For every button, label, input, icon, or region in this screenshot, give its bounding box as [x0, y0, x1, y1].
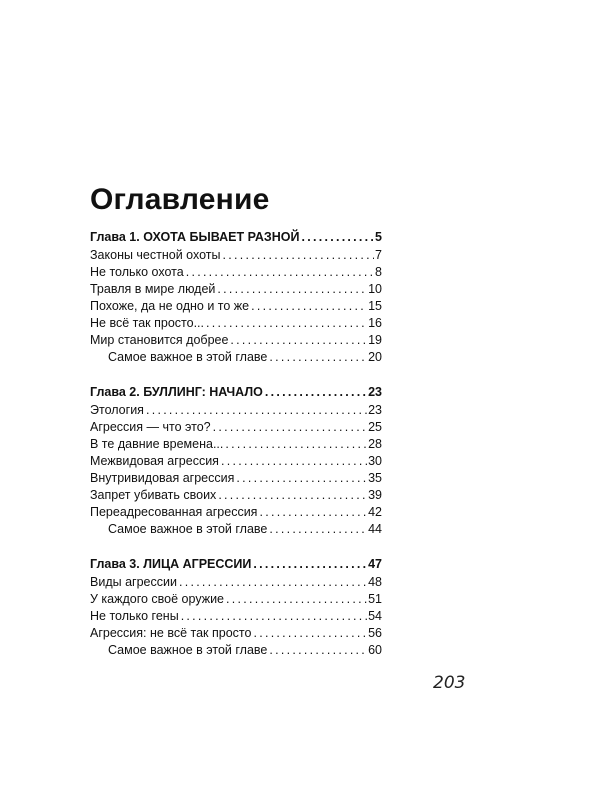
toc-entry	[90, 298, 382, 315]
dot-leader	[226, 591, 367, 608]
toc-entry-page: 20	[368, 350, 382, 364]
dot-leader	[253, 625, 367, 642]
toc-entry-page: 30	[368, 454, 382, 468]
dot-leader	[221, 453, 367, 470]
dot-leader	[186, 264, 374, 281]
dot-leader	[253, 556, 367, 573]
chapter-page-number: 5	[375, 230, 382, 244]
toc-entry	[90, 419, 382, 436]
chapter-heading: Глава 1. ОХОТА БЫВАЕТ РАЗНОЙ	[90, 230, 300, 244]
chapter-page-number: 47	[368, 557, 382, 571]
toc-entry	[90, 574, 382, 591]
toc-entry-page: 28	[368, 437, 382, 451]
dot-leader	[217, 281, 367, 298]
toc-entry	[90, 453, 382, 470]
toc-entry	[90, 487, 382, 504]
toc-entry	[90, 436, 382, 453]
toc-entry-label: Самое важное в этой главе	[108, 350, 268, 364]
dot-leader	[230, 332, 367, 349]
toc-entry-label: Законы честной охоты	[90, 248, 221, 262]
toc-entry-label: Не только гены	[90, 609, 179, 623]
chapter-block	[90, 229, 382, 366]
toc-entry-label: Запрет убивать своих	[90, 488, 217, 502]
toc-entry	[90, 470, 382, 487]
dot-leader	[251, 298, 367, 315]
toc-entry-summary	[90, 349, 382, 366]
toc-entry-label: Самое важное в этой главе	[108, 522, 268, 536]
toc-entry	[90, 247, 382, 264]
toc-entry-page: 7	[375, 248, 382, 262]
toc-entry-page: 35	[368, 471, 382, 485]
toc-entry-label: Самое важное в этой главе	[108, 643, 268, 657]
toc-entry-page: 16	[368, 316, 382, 330]
chapter-heading: Глава 2. БУЛЛИНГ: НАЧАЛО	[90, 385, 263, 399]
chapter-block	[90, 384, 382, 538]
toc-entry-label: Виды агрессии	[90, 575, 177, 589]
toc-entry-label: Агрессия: не всё так просто	[90, 626, 252, 640]
toc-entry	[90, 591, 382, 608]
toc-entry-label: Мир становится добрее	[90, 333, 229, 347]
toc-entry-label: Межвидовая агрессия	[90, 454, 219, 468]
table-of-contents	[90, 229, 382, 677]
dot-leader	[225, 436, 367, 453]
toc-entry-page: 10	[368, 282, 382, 296]
dot-leader	[259, 504, 367, 521]
toc-entry-page: 44	[368, 522, 382, 536]
toc-entry	[90, 608, 382, 625]
toc-entry	[90, 281, 382, 298]
page-number: 203	[433, 673, 466, 693]
dot-leader	[146, 402, 367, 419]
toc-entry-label: У каждого своё оружие	[90, 592, 225, 606]
dot-leader	[181, 608, 367, 625]
toc-entry	[90, 625, 382, 642]
toc-entry-label: Не всё так просто...	[90, 316, 204, 330]
toc-entry-label: Этология	[90, 403, 144, 417]
dot-leader	[265, 384, 367, 401]
toc-entry-page: 8	[375, 265, 382, 279]
dot-leader	[218, 487, 367, 504]
chapter-heading-row	[90, 229, 382, 246]
toc-entry-page: 39	[368, 488, 382, 502]
toc-entry-summary	[90, 521, 382, 538]
dot-leader	[179, 574, 367, 591]
toc-entry-page: 56	[368, 626, 382, 640]
toc-entry-page: 60	[368, 643, 382, 657]
dot-leader	[206, 315, 367, 332]
dot-leader	[222, 247, 374, 264]
chapter-heading: Глава 3. ЛИЦА АГРЕССИИ	[90, 557, 252, 571]
dot-leader	[269, 521, 367, 538]
toc-entry-label: Похоже, да не одно и то же	[90, 299, 250, 313]
toc-entry-page: 15	[368, 299, 382, 313]
toc-entry-page: 25	[368, 420, 382, 434]
toc-entry-label: В те давние времена...	[90, 437, 224, 451]
chapter-heading-row	[90, 384, 382, 401]
dot-leader	[269, 642, 367, 659]
toc-entry-page: 23	[368, 403, 382, 417]
dot-leader	[213, 419, 367, 436]
toc-entry	[90, 264, 382, 281]
dot-leader	[301, 229, 374, 246]
dot-leader	[269, 349, 367, 366]
toc-entry	[90, 315, 382, 332]
toc-entry-page: 54	[368, 609, 382, 623]
chapter-block	[90, 556, 382, 659]
toc-entry-label: Внутривидовая агрессия	[90, 471, 235, 485]
toc-entry-page: 19	[368, 333, 382, 347]
chapter-page-number: 23	[368, 385, 382, 399]
chapter-heading-row	[90, 556, 382, 573]
toc-entry-label: Травля в мире людей	[90, 282, 216, 296]
toc-entry-page: 42	[368, 505, 382, 519]
toc-entry	[90, 332, 382, 349]
toc-entry-label: Не только охота	[90, 265, 184, 279]
dot-leader	[236, 470, 367, 487]
toc-entry	[90, 504, 382, 521]
page-title: Оглавление	[90, 183, 270, 216]
toc-entry-summary	[90, 642, 382, 659]
toc-entry-page: 51	[368, 592, 382, 606]
toc-entry	[90, 402, 382, 419]
toc-entry-page: 48	[368, 575, 382, 589]
toc-entry-label: Переадресованная агрессия	[90, 505, 258, 519]
toc-entry-label: Агрессия — что это?	[90, 420, 211, 434]
